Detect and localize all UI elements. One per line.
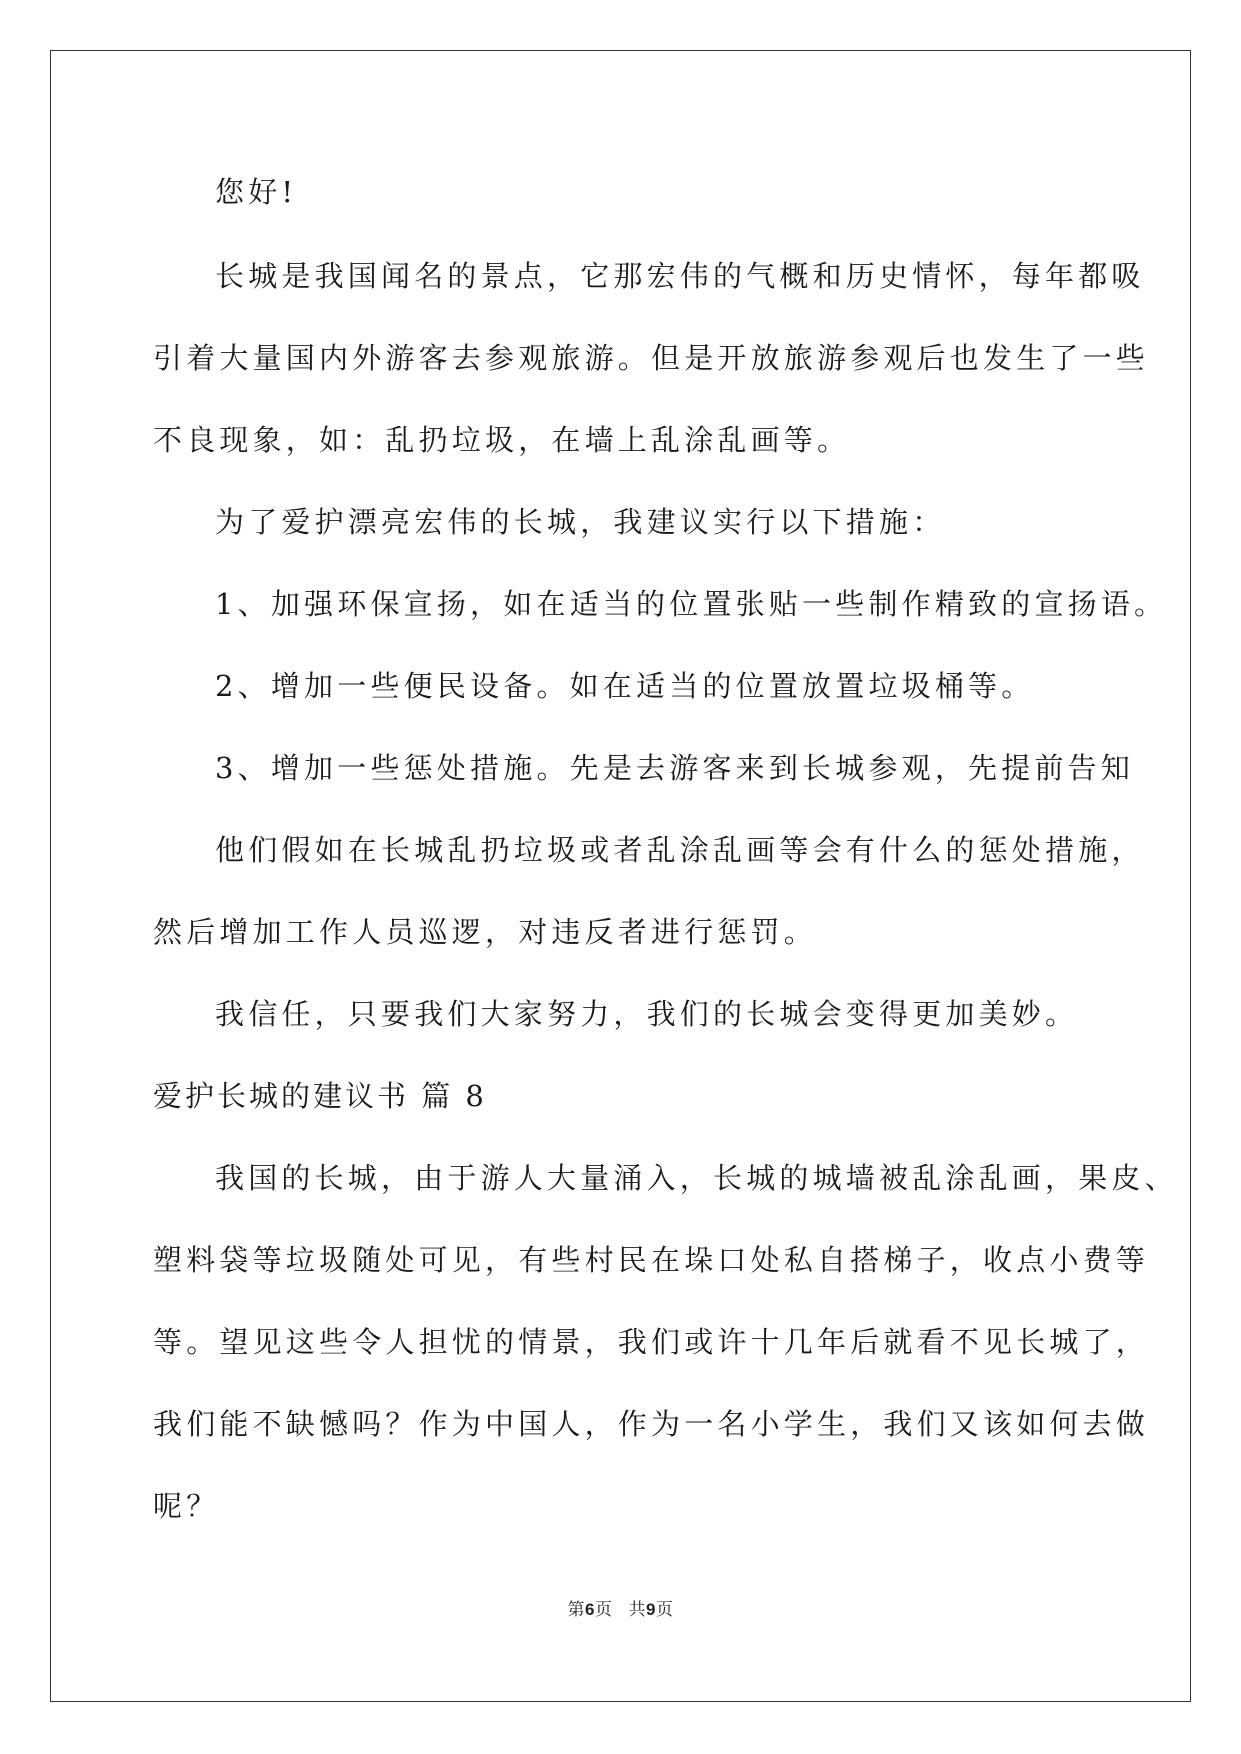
paragraph-line: 我信任，只要我们大家努力，我们的长城会变得更加美妙。 xyxy=(215,997,1079,1031)
page-total: 9 xyxy=(646,1600,656,1619)
page-prefix: 第 xyxy=(567,1600,586,1620)
total-suffix: 页 xyxy=(655,1600,674,1620)
paragraph-line: 不良现象，如：乱扔垃圾，在墙上乱涂乱画等。 xyxy=(153,423,851,457)
paragraph-line: 他们假如在长城乱扔垃圾或者乱涂乱画等会有什么的惩处措施， xyxy=(215,833,1145,867)
total-prefix: 共 xyxy=(628,1600,646,1620)
section-heading: 爱护长城的建议书 篇 8 xyxy=(153,1079,487,1113)
paragraph-line: 我们能不缺憾吗？作为中国人，作为一名小学生，我们又该如何去做 xyxy=(153,1407,1150,1441)
list-item-1: 1、加强环保宣扬，如在适当的位置张贴一些制作精致的宣扬语。 xyxy=(215,587,1168,621)
page-current: 6 xyxy=(585,1600,595,1619)
page-suffix: 页 xyxy=(595,1600,613,1620)
greeting: 您好! xyxy=(215,175,298,209)
paragraph-line: 引着大量国内外游客去参观旅游。但是开放旅游参观后也发生了一些 xyxy=(153,341,1150,375)
paragraph-line: 我国的长城，由于游人大量涌入，长城的城墙被乱涂乱画，果皮、 xyxy=(215,1161,1178,1195)
page-border xyxy=(50,50,1191,1702)
page-footer xyxy=(0,1598,1241,1622)
paragraph-line: 长城是我国闻名的景点，它那宏伟的气概和历史情怀，每年都吸 xyxy=(215,259,1145,293)
paragraph-line: 塑料袋等垃圾随处可见，有些村民在垛口处私自搭梯子，收点小费等 xyxy=(153,1243,1150,1277)
paragraph-line: 然后增加工作人员巡逻，对违反者进行惩罚。 xyxy=(153,915,818,949)
paragraph-line: 为了爱护漂亮宏伟的长城，我建议实行以下措施： xyxy=(215,505,946,539)
list-item-2: 2、增加一些便民设备。如在适当的位置放置垃圾桶等。 xyxy=(215,669,1035,703)
paragraph-line: 等。望见这些令人担忧的情景，我们或许十几年后就看不见长城了， xyxy=(153,1325,1150,1359)
paragraph-line: 呢？ xyxy=(153,1489,220,1523)
list-item-3: 3、增加一些惩处措施。先是去游客来到长城参观，先提前告知 xyxy=(215,751,1135,785)
